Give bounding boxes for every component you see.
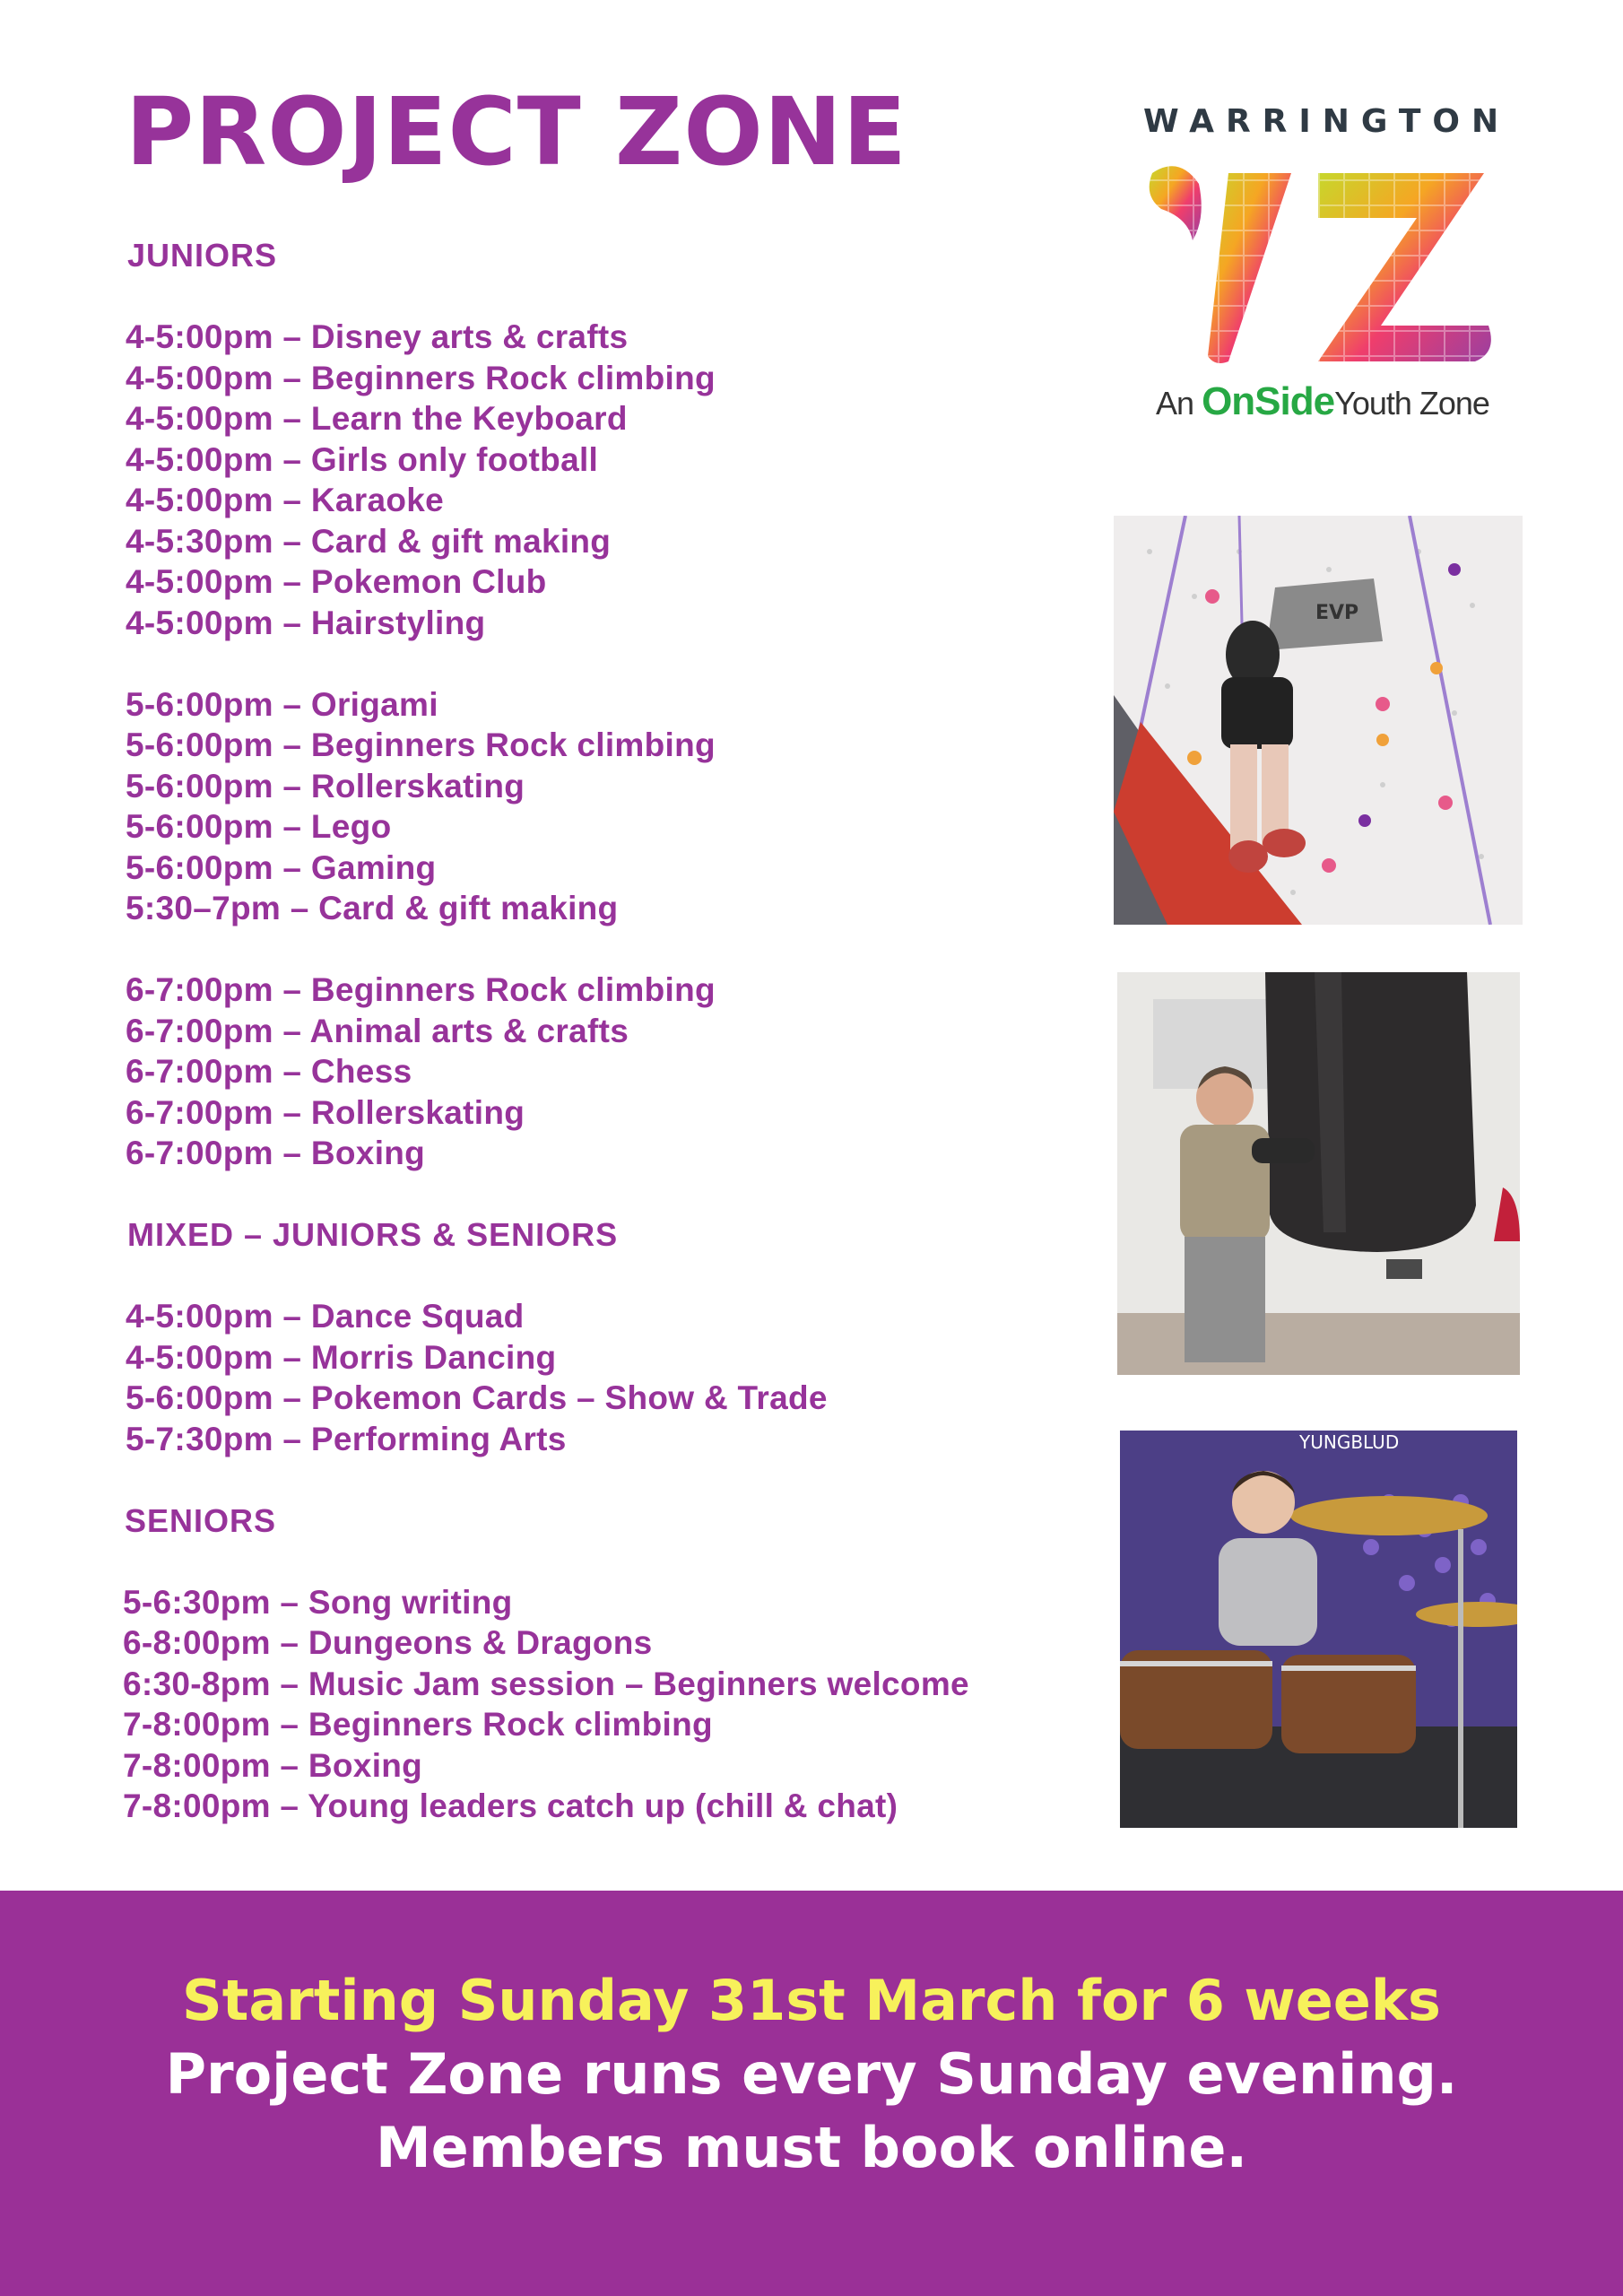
list-item: 4-5:00pm – Beginners Rock climbing	[126, 359, 716, 396]
photo-rock-climbing	[1114, 516, 1523, 925]
footer-lines	[0, 1964, 1623, 2185]
list-item: 6-7:00pm – Beginners Rock climbing	[126, 971, 716, 1008]
list-item: 5-6:00pm – Origami	[126, 685, 438, 723]
warrington-youth-zone-logo	[1143, 103, 1511, 435]
mixed-section	[126, 1214, 1058, 1459]
list-item: 4-5:00pm – Disney arts & crafts	[126, 318, 629, 355]
list-item: 7-8:00pm – Boxing	[123, 1746, 423, 1784]
list-item: 6-7:00pm – Rollerskating	[126, 1093, 525, 1131]
tagline-suffix: Youth Zone	[1334, 385, 1489, 422]
tagline-prefix: An	[1156, 385, 1202, 422]
juniors-group-6pm	[126, 970, 1058, 1174]
page-title: PROJECT ZONE	[126, 77, 907, 187]
footer-banner	[0, 1891, 1623, 2296]
list-item: 5-7:30pm – Performing Arts	[126, 1420, 567, 1457]
list-item: 4-5:00pm – Girls only football	[126, 440, 599, 478]
schedule	[123, 235, 1058, 1827]
mixed-heading: MIXED – JUNIORS & SENIORS	[127, 1216, 619, 1253]
photo-boxing	[1117, 972, 1520, 1375]
list-item: 4-5:00pm – Hairstyling	[126, 604, 486, 641]
list-item: 7-8:00pm – Young leaders catch up (chill & chat)	[123, 1787, 898, 1824]
logo-wordmark: WARRINGTON	[1143, 103, 1511, 140]
footer-booking-note: Members must book online.	[375, 2115, 1248, 2180]
juniors-heading: JUNIORS	[127, 237, 278, 274]
list-item: 4-5:00pm – Pokemon Club	[126, 563, 547, 600]
list-item: 5-6:00pm – Lego	[126, 808, 392, 845]
mixed-group	[126, 1296, 1058, 1459]
list-item: 6-7:00pm – Chess	[126, 1053, 412, 1090]
list-item: 4-5:00pm – Dance Squad	[126, 1298, 525, 1335]
wall-mark-text: EVP	[1315, 602, 1359, 624]
footer-schedule-note: Project Zone runs every Sunday evening.	[165, 2041, 1458, 2107]
juniors-group-4pm	[126, 317, 1058, 643]
seniors-heading: SENIORS	[125, 1501, 277, 1539]
yz-monogram-icon	[1143, 155, 1502, 379]
logo-tagline	[1143, 379, 1502, 424]
list-item: 4-5:00pm – Karaoke	[126, 482, 445, 518]
seniors-section	[123, 1500, 1058, 1827]
list-item: 4-5:00pm – Learn the Keyboard	[126, 400, 628, 437]
list-item: 6-7:00pm – Animal arts & crafts	[126, 1012, 629, 1049]
seniors-group	[123, 1582, 1058, 1827]
list-item: 5-6:00pm – Gaming	[126, 848, 437, 886]
list-item: 5-6:30pm – Song writing	[123, 1583, 513, 1621]
list-item: 4-5:00pm – Morris Dancing	[126, 1338, 557, 1376]
list-item: 6-7:00pm – Boxing	[126, 1135, 426, 1171]
list-item: 6:30-8pm – Music Jam session – Beginners welcome	[123, 1665, 969, 1702]
list-item: 6-8:00pm – Dungeons & Dragons	[123, 1624, 653, 1661]
footer-start-date: Starting Sunday 31st March for 6 weeks	[182, 1968, 1441, 2033]
list-item: 5-6:00pm – Rollerskating	[126, 767, 525, 804]
list-item: 5:30–7pm – Card & gift making	[126, 890, 619, 926]
list-item: 4-5:30pm – Card & gift making	[126, 522, 612, 560]
yungblud-banner-text: YUNGBLUD	[1299, 1431, 1400, 1453]
photo-drums	[1120, 1431, 1517, 1828]
list-item: 7-8:00pm – Beginners Rock climbing	[123, 1706, 713, 1743]
list-item: 5-6:00pm – Beginners Rock climbing	[126, 726, 716, 763]
tagline-brand: OnSide	[1202, 379, 1335, 423]
juniors-group-5pm	[126, 684, 1058, 929]
juniors-section	[126, 235, 1058, 1174]
list-item: 5-6:00pm – Pokemon Cards – Show & Trade	[126, 1379, 828, 1416]
